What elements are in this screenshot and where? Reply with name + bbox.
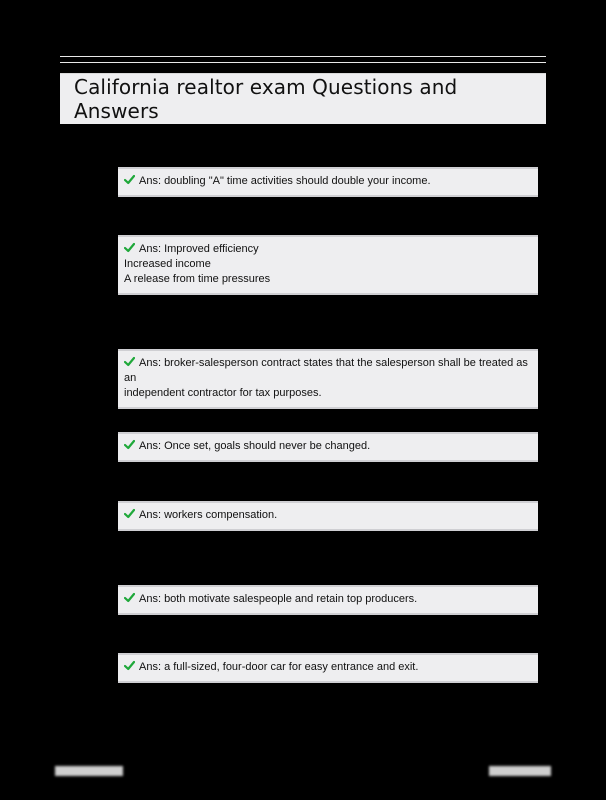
answer-line: Ans: both motivate salespeople and retain top producers. [124,592,532,607]
answer-line: Ans: Once set, goals should never be changed. [124,439,532,454]
check-icon [124,592,135,603]
answer-box-1 [118,167,538,197]
check-icon [124,174,135,185]
blurred-page-number-icon [489,766,551,776]
check-icon [124,356,135,367]
answer-box-2 [118,235,538,295]
answer-line: Ans: Improved efficiency [124,242,532,257]
answer-box-3 [118,349,538,409]
answer-line: Ans: a full-sized, four-door car for easy entrance and exit. [124,660,532,675]
check-icon [124,242,135,253]
check-icon [124,439,135,450]
answer-line: independent contractor for tax purposes. [124,387,322,399]
blurred-footer-text-icon [55,766,123,776]
answer-box-6 [118,585,538,615]
answer-line: Ans: doubling "A" time activities should double your income. [124,174,532,189]
answer-line: A release from time pressures [124,273,271,285]
answer-line: Ans: broker-salesperson contract states that the salesperson shall be treated as an [124,357,531,384]
answer-box-5 [118,501,538,531]
answer-line: Ans: workers compensation. [124,508,532,523]
answer-line: Increased income [124,258,211,270]
answer-box-4 [118,432,538,462]
answer-box-7 [118,653,538,683]
page-title: California realtor exam Questions and Answers [74,75,458,123]
header-rule [60,56,546,63]
title-banner [60,73,546,124]
check-icon [124,508,135,519]
check-icon [124,660,135,671]
